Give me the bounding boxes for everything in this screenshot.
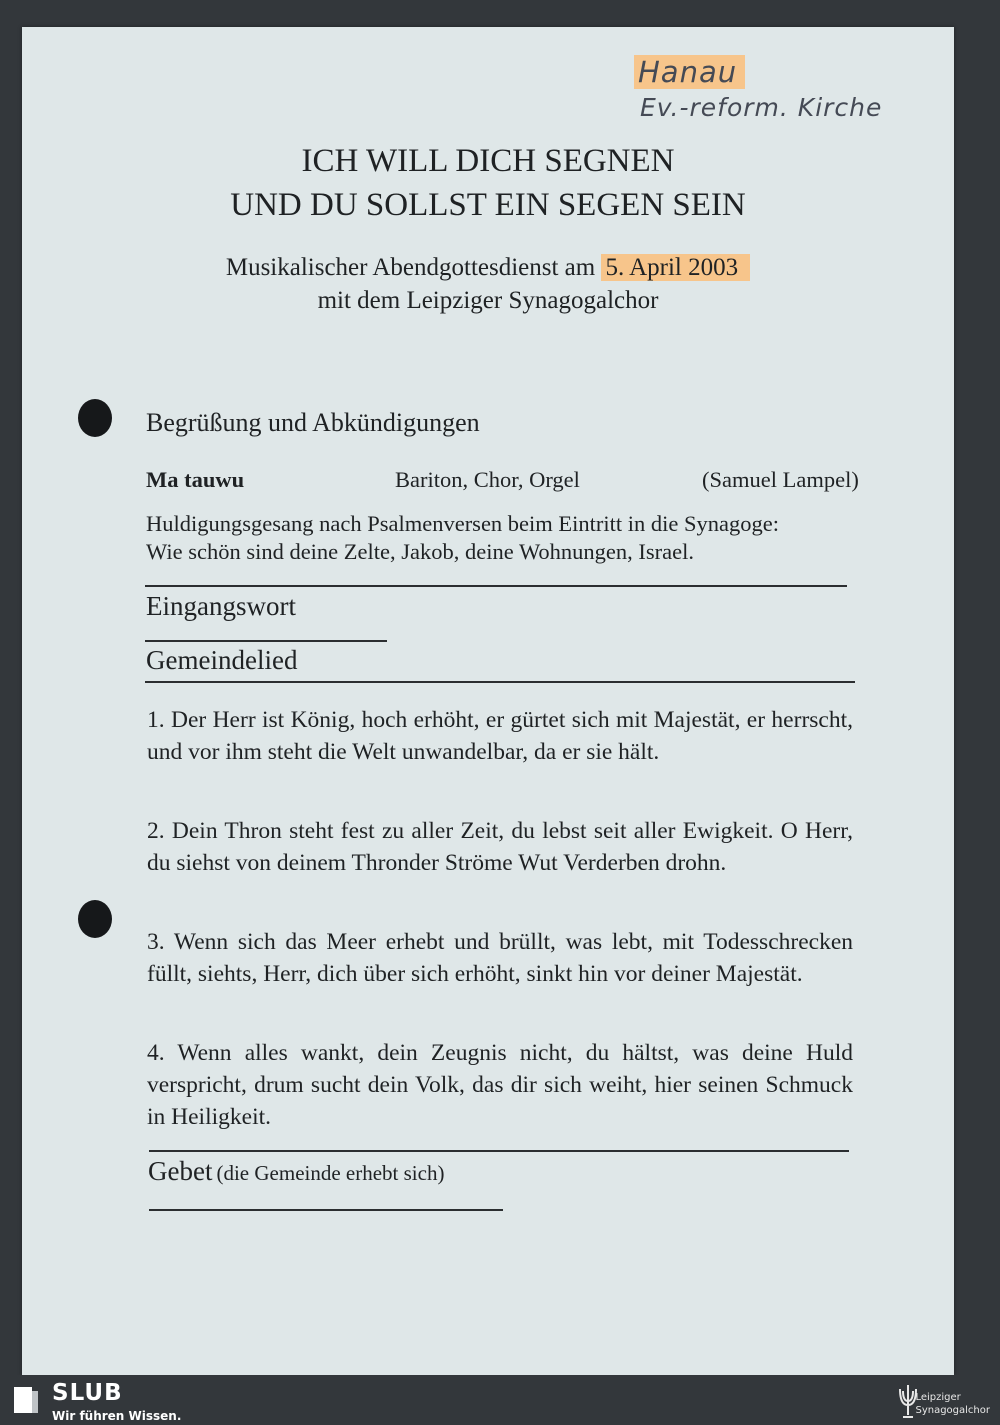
subtitle-line-1 <box>22 254 954 282</box>
divider <box>149 1209 503 1211</box>
piece-title: Ma tauwu <box>146 467 245 492</box>
punch-hole-top <box>78 399 112 437</box>
footer-bar <box>0 1375 1000 1425</box>
prayer-line <box>148 1156 444 1187</box>
partner-name <box>915 1391 990 1417</box>
slub-tagline: Wir führen Wissen. <box>52 1409 182 1423</box>
punch-hole-bottom <box>78 900 112 938</box>
divider <box>149 1150 849 1152</box>
piece-scoring: Bariton, Chor, Orgel <box>395 467 580 492</box>
piece-description-line-2: Wie schön sind deine Zelte, Jakob, deine Wohnungen, Israel. <box>146 539 694 564</box>
hymn-verse-4: 4. Wenn alles wankt, dein Zeugnis nicht, du hältst, was deine Huld verspricht, drum sucht dein Volk, das dir sich weiht, hier seinen Schmuck in Heiligkeit. <box>147 1040 853 1130</box>
service-date: 5. April 2003 <box>601 254 750 281</box>
handwritten-place: Hanau <box>634 55 745 89</box>
partner-name-line-2: Synagogalchor <box>915 1405 990 1416</box>
partner-name-line-1: Leipziger <box>915 1392 961 1403</box>
subtitle-line-2: mit dem Leipziger Synagogalchor <box>317 287 659 314</box>
title-line-1: ICH WILL DICH SEGNEN <box>301 143 675 179</box>
hymn-verse-3: 3. Wenn sich das Meer erhebt und brüllt, was lebt, mit Todesschrecken füllt, siehts, Herr, dich über sich erhöht, sinkt hin vor deiner Majestät. <box>147 929 853 987</box>
piece-description-line-1: Huldigungsgesang nach Psalmenversen beim Eintritt in die Synagoge: <box>146 511 780 536</box>
title-line-2: UND DU SOLLST EIN SEGEN SEIN <box>230 187 746 223</box>
slub-name: SLUB <box>52 1380 123 1406</box>
hymn-heading: Gemeindelied <box>146 645 298 675</box>
divider <box>145 681 855 683</box>
prayer-note: (die Gemeinde erhebt sich) <box>216 1161 445 1185</box>
slub-logo-icon <box>12 1385 40 1415</box>
hymn-verse-1: 1. Der Herr ist König, hoch erhöht, er gürtet sich mit Majestät, er herrscht, und vor ihm steht die Welt unwandelbar, da er sie hält. <box>147 707 853 765</box>
document-page <box>22 27 954 1375</box>
subtitle-prefix: Musikalischer Abendgottesdienst am <box>225 254 602 281</box>
greeting-heading: Begrüßung und Abkündigungen <box>146 408 480 437</box>
handwritten-church: Ev.-reform. Kirche <box>640 93 883 122</box>
divider <box>145 585 847 587</box>
piece-composer: (Samuel Lampel) <box>702 467 859 492</box>
prayer-heading: Gebet <box>148 1156 213 1186</box>
hymn-verse-2: 2. Dein Thron steht fest zu aller Zeit, du lebst seit aller Ewigkeit. O Herr, du siehst von deinem Thronder Ströme Wut Verderben drohn. <box>147 818 853 876</box>
divider <box>145 640 387 642</box>
opening-word-heading: Eingangswort <box>146 591 296 621</box>
